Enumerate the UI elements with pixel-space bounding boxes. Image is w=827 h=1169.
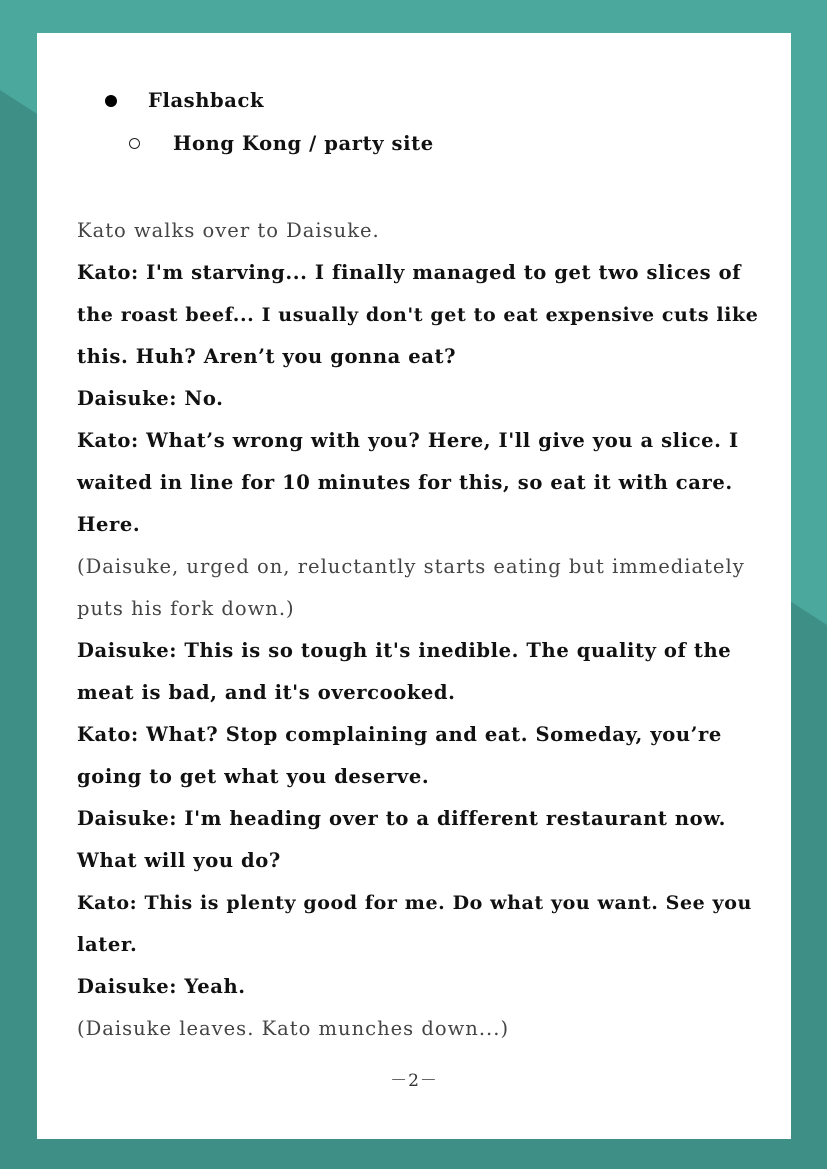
dialogue-line: later. <box>77 933 138 956</box>
dialogue-line: Daisuke: I'm heading over to a different restaurant now. <box>77 807 727 830</box>
dialogue-line: Daisuke: No. <box>77 387 224 410</box>
dialogue-line: this. Huh? Aren’t you gonna eat? <box>77 345 457 368</box>
script-page <box>37 33 791 1139</box>
stage-direction: puts his fork down.) <box>77 597 295 620</box>
dialogue-line: Here. <box>77 513 141 536</box>
scene-location-text: Hong Kong / party site <box>173 132 434 155</box>
dialogue-line: Kato: I'm starving... I finally managed to get two slices of <box>77 261 742 284</box>
dialogue-line: meat is bad, and it's overcooked. <box>77 681 456 704</box>
scene-heading <box>105 89 264 112</box>
dialogue-line: going to get what you deserve. <box>77 765 430 788</box>
stage-direction: (Daisuke leaves. Kato munches down...) <box>77 1017 510 1040</box>
filled-bullet-icon <box>105 95 117 107</box>
scene-heading-text: Flashback <box>148 89 265 112</box>
page-number: －2－ <box>390 1071 438 1091</box>
stage-direction: Kato walks over to Daisuke. <box>77 219 380 242</box>
dialogue-line: waited in line for 10 minutes for this, so eat it with care. <box>77 471 733 494</box>
dialogue-line: the roast beef... I usually don't get to eat expensive cuts like <box>77 304 759 326</box>
dialogue-line: Daisuke: Yeah. <box>77 975 246 998</box>
hollow-bullet-icon <box>129 138 140 149</box>
dialogue-line: What will you do? <box>77 849 281 872</box>
dialogue-line: Daisuke: This is so tough it's inedible. The quality of the <box>77 639 732 662</box>
stage-direction: (Daisuke, urged on, reluctantly starts eating but immediately <box>77 555 745 578</box>
dialogue-line: Kato: What’s wrong with you? Here, I'll give you a slice. I <box>77 429 739 452</box>
dialogue-line: Kato: This is plenty good for me. Do what you want. See you <box>77 892 752 914</box>
scene-location <box>129 132 434 155</box>
script-body <box>77 210 767 1050</box>
dialogue-line: Kato: What? Stop complaining and eat. Someday, you’re <box>77 723 722 746</box>
